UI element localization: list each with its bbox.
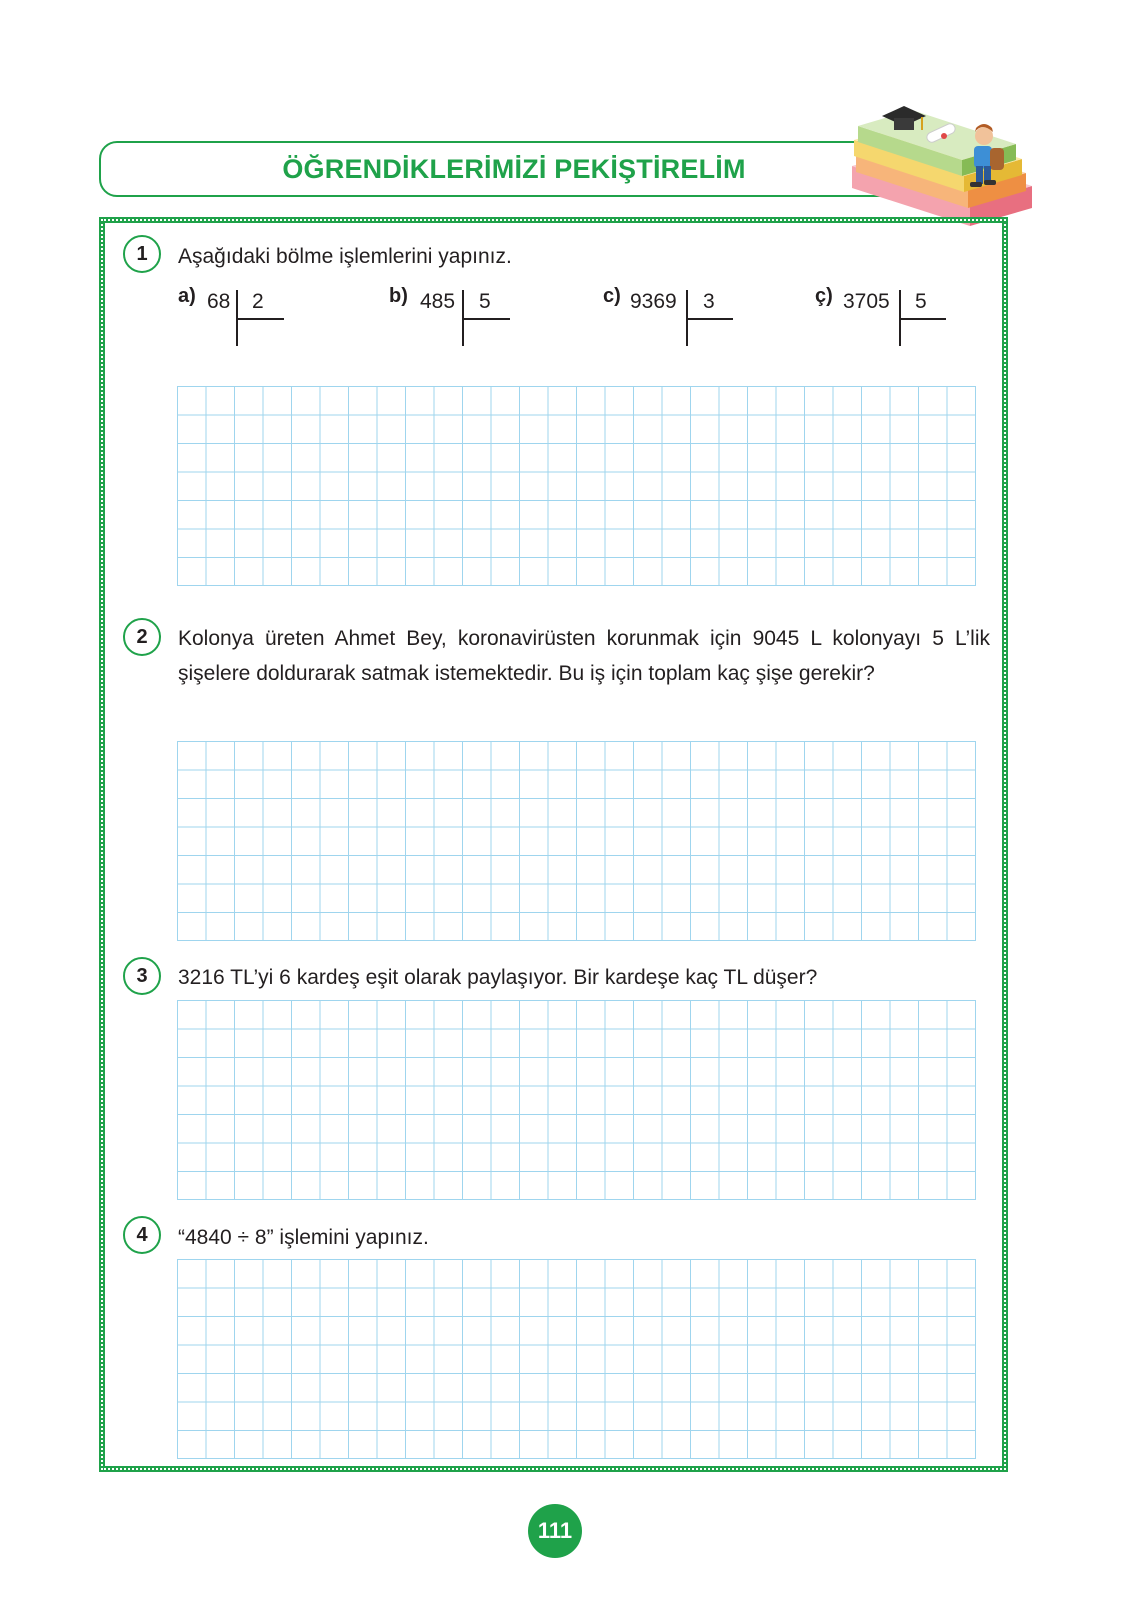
question-number-3: 3: [123, 957, 161, 995]
question-number-1: 1: [123, 235, 161, 273]
question-3-text: 3216 TL’yi 6 kardeş eşit olarak paylaşıyor. Bir kardeşe kaç TL düşer?: [178, 966, 818, 989]
page-number: 111: [528, 1504, 582, 1558]
division-c-horizontal-bar: [687, 318, 733, 320]
division-c-cedilla-label: ç): [815, 285, 833, 307]
division-c-cedilla-divisor: 5: [915, 290, 927, 313]
answer-grid-1[interactable]: [177, 386, 976, 586]
division-b-horizontal-bar: [463, 318, 510, 320]
question-2-text: Kolonya üreten Ahmet Bey, koronavirüsten korunmak için 9045 L kolonyayı 5 L’lik şişelere doldurarak satmak istemektedir. Bu iş için toplam kaç şişe gerekir?: [178, 627, 990, 685]
answer-grid-2[interactable]: [177, 741, 976, 941]
answer-grid-3[interactable]: [177, 1000, 976, 1200]
question-1-text: Aşağıdaki bölme işlemlerini yapınız.: [178, 245, 512, 268]
division-b-label: b): [389, 285, 408, 307]
division-a-dividend: 68: [207, 290, 231, 313]
division-c-cedilla-dividend: 3705: [843, 290, 890, 313]
division-a-divisor: 2: [252, 290, 264, 313]
question-number-4: 4: [123, 1216, 161, 1254]
section-title: ÖĞRENDİKLERİMİZİ PEKİŞTİRELİM: [282, 154, 746, 184]
answer-grid-4[interactable]: [177, 1259, 976, 1459]
question-number-2: 2: [123, 618, 161, 656]
division-c-label: c): [603, 285, 621, 307]
division-a-label: a): [178, 285, 196, 307]
question-4-text: “4840 ÷ 8” işlemini yapınız.: [178, 1226, 429, 1249]
division-b-divisor: 5: [479, 290, 491, 313]
division-c-cedilla-horizontal-bar: [900, 318, 946, 320]
division-a-horizontal-bar: [237, 318, 284, 320]
division-c-divisor: 3: [703, 290, 715, 313]
division-c-dividend: 9369: [630, 290, 677, 313]
division-b-dividend: 485: [420, 290, 456, 313]
